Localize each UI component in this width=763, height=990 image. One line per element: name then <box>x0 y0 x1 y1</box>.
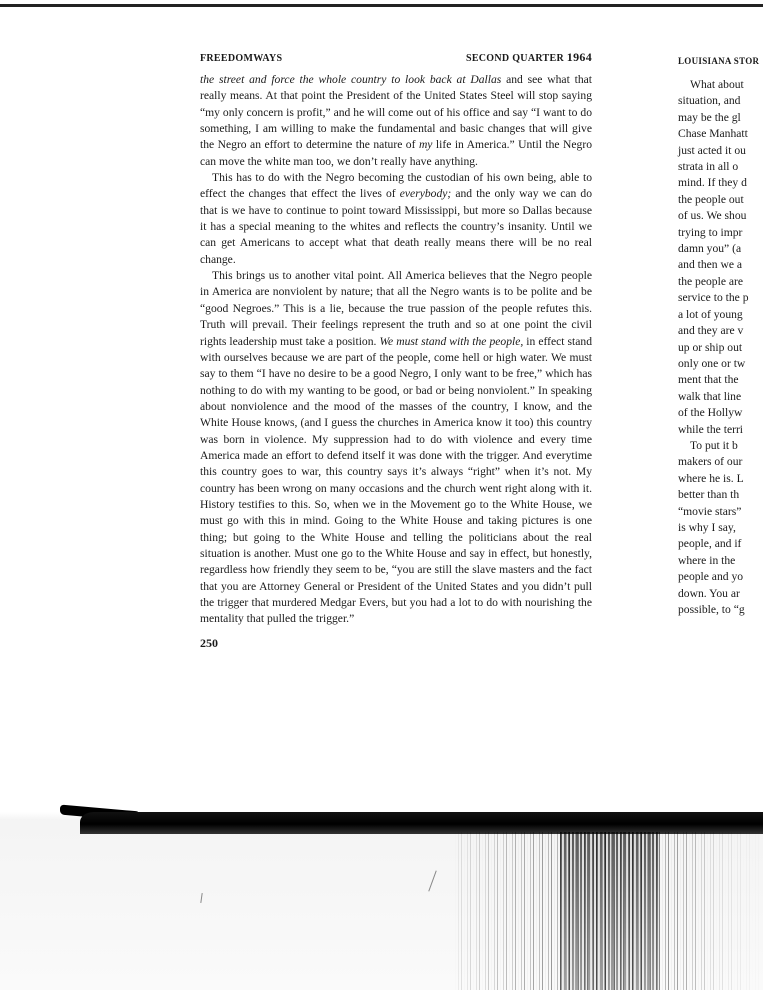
italic-text: the street and force the whole country to look back at Dallas <box>200 73 502 86</box>
text-run: life in America.” Until the Negro can move the white man too, we don’t really have anything. <box>200 138 592 168</box>
text-line: of the Hollyw <box>678 406 743 420</box>
paragraph <box>200 170 592 268</box>
text-line: To put it b <box>690 438 738 452</box>
text-line: strata in all o <box>678 160 739 174</box>
text-line: mind. If they d <box>678 176 747 190</box>
text-line: up or ship out <box>678 340 743 354</box>
publication-name: FREEDOMWAYS <box>200 53 283 64</box>
paragraph <box>200 268 592 628</box>
page-number: 250 <box>200 635 218 650</box>
text-line: a lot of young <box>678 307 743 321</box>
text-line: where he is. L <box>678 471 744 485</box>
article-body <box>200 72 592 628</box>
text-line: What about <box>690 78 744 91</box>
scan-streaks-dark <box>560 832 660 990</box>
text-line: possible, to “g <box>678 603 745 616</box>
text-line: where in the <box>678 553 736 567</box>
text-run: This brings us to another vital point. All America believes that the Negro people in America are nonviolent by nature; that all the Negro wants is to be polite and be “good Negroes.” This is a lie, because the true passion of the people refutes this. Truth will prevail. Their feelings represent the truth and so at one point the civil rights leadership must take a position. <box>200 269 592 348</box>
issue-year: 1964 <box>566 50 592 64</box>
text-run: This has to do with the Negro becoming the custodian of his own being, able to effect the changes that effect the lives of <box>200 171 592 201</box>
right-page <box>678 56 763 618</box>
right-page-text <box>678 77 763 618</box>
text-line: while the terri <box>678 422 744 436</box>
text-run: and the only way we can do that is we have to continue to point toward Mississippi, but more so Dallas because it has a special meaning to the whites and reflects the country’s insanity. Until we can get Americans to accept what that death really means there will be no real change. <box>200 187 593 266</box>
text-line: only one or tw <box>678 356 746 370</box>
italic-text: my <box>418 138 433 152</box>
text-line: people, and if <box>678 537 742 551</box>
left-page <box>200 50 592 651</box>
text-line: people and yo <box>678 570 744 584</box>
issue-info <box>466 50 592 65</box>
text-line: service to the p <box>678 291 749 305</box>
text-line: walk that line <box>678 389 742 403</box>
text-line: makers of our <box>678 455 743 469</box>
text-line: situation, and <box>678 94 741 108</box>
text-line: of us. We shou <box>678 209 747 223</box>
text-line: better than th <box>678 488 740 502</box>
issue-quarter: SECOND QUARTER <box>465 53 564 64</box>
text-line: is why I say, <box>678 520 736 534</box>
text-line: damn you” (a <box>678 242 742 256</box>
italic-text: everybody; <box>399 187 452 201</box>
text-line: Chase Manhatt <box>678 127 748 141</box>
text-line: down. You ar <box>678 586 740 600</box>
paragraph <box>200 72 592 170</box>
top-page-edge <box>0 4 763 7</box>
text-line: trying to impr <box>678 225 743 239</box>
text-run: and see what that really means. At that point the President of the United States Steel will stop saying “my only concern is profit,” and he will come out of his office and say “I want to do something, I am willing to make the fundamental and basic changes that will give the Negro an effort to determine the nature of <box>200 73 592 152</box>
text-line: just acted it ou <box>678 143 746 157</box>
text-line: the people out <box>678 192 744 206</box>
text-run: in effect stand with ourselves because we are part of the people, come hell or high water. We must say to them “I have no desire to be a good Negro, I only want to be free,” which has nothing to do with my wanting to be good, or bad or being nonviolent.” In speaking about nonviolence and the mood of the masses of the country, I know, and the White House knows, (and I guess the churches in America know it too) this country was born in violence. My suppression had to do with violence and every time America made an effort to defend itself it was done with the trigger. And everytime this country goes to war, this country says it’s always “right” when it’s not. My country has been wrong on many occasions and the church went right along with it. History testifies to this. So, when we in the Movement go to the White House, we must go with this in mind. Going to the White House and taking pictures is one thing; but going to the White House and telling the politicians about the real situation is another. Must one go to the White House and say in effect, but honestly, regardless how friendly they seem to be, “you are still the slave masters and the fact that you are Attorney General or President of the United States and you didn’t pull the trigger that murdered Medgar Evers, but you had a lot to do with nourishing the mentality that pulled the trigger.” <box>200 334 592 626</box>
text-line: “movie stars” <box>678 504 742 518</box>
page-bottom-edge <box>80 812 763 834</box>
italic-text: We must stand with the people, <box>379 334 524 348</box>
running-head <box>200 50 592 66</box>
text-line: and they are v <box>678 324 744 338</box>
text-line: and then we a <box>678 258 743 272</box>
right-running-head: LOUISIANA STOR <box>678 56 760 66</box>
text-line: ment that the <box>678 373 739 387</box>
text-line: the people are <box>678 274 744 288</box>
text-line: may be the gl <box>678 110 741 124</box>
